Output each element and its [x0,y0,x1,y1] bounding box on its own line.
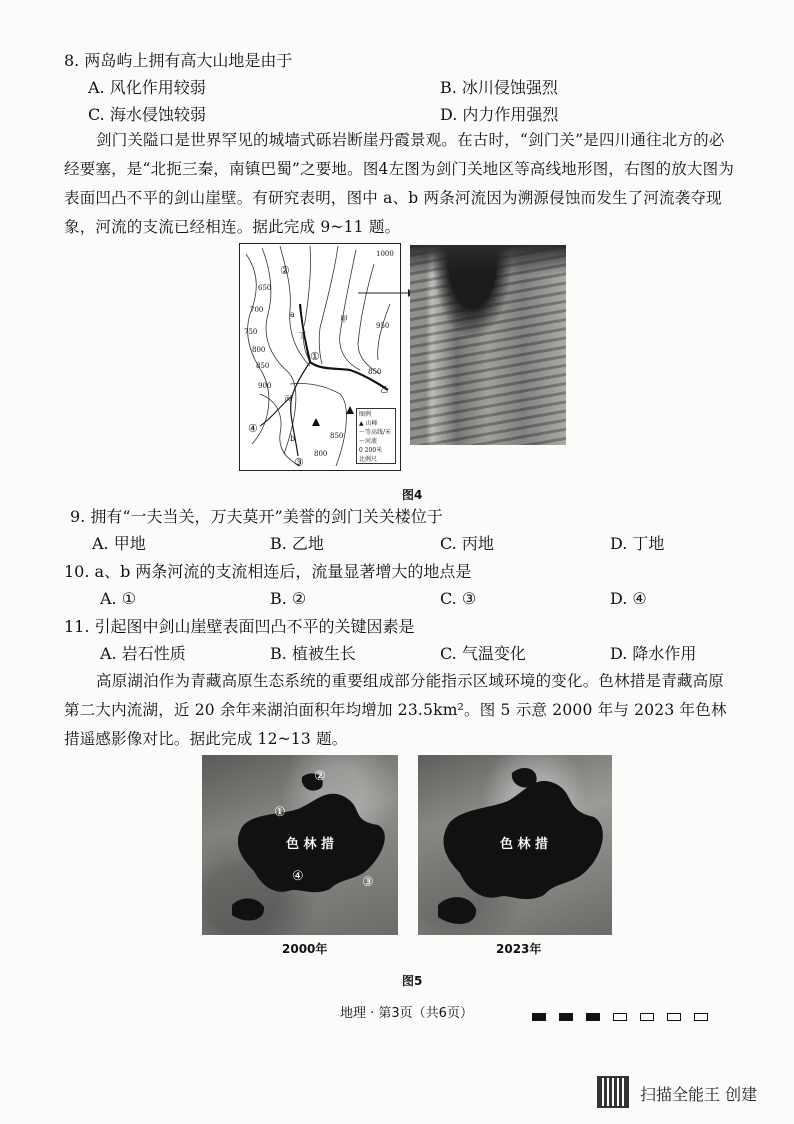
fig5-point-3: ③ [362,875,374,890]
q11-option-b: B. 植被生长 [270,644,356,663]
legend-item-peak: ▲ 山峰 [359,420,378,427]
figure4-cliff-photo [410,245,566,445]
progress-square-empty [667,1013,681,1021]
q11-option-d: D. 降水作用 [610,644,697,663]
figure5-label-2023: 2023年 [496,942,542,956]
point-2: ② [280,264,290,277]
contour-label-750: 750 [244,328,258,336]
q9-option-d: D. 丁地 [610,534,665,553]
zoom-arrow [356,286,416,300]
q8-option-d: D. 内力作用强烈 [440,105,559,124]
contour-label-850-b: 850 [368,368,382,376]
contour-label-700: 700 [250,306,264,314]
river-b-label: b [290,434,296,443]
progress-square-filled [586,1013,600,1021]
page-footer-info: 地理 · 第3页（共6页） [340,1006,473,1021]
cliff-dark-top [410,245,566,275]
q10-option-d: D. ④ [610,589,647,608]
progress-square-empty [694,1013,708,1021]
place-jia: 甲 [340,315,348,324]
question-10-stem: 10. a、b 两条河流的支流相连后，流量显著增大的地点是 [64,562,472,581]
fig5-point-2: ② [314,769,326,784]
figure5-2000-image [202,755,398,935]
intro-paragraph-9-11: 剑门关隘口是世界罕见的城墙式砾岩断崖丹霞景观。在古时，“剑门关”是四川通往北方的必经要塞，是“北扼三秦，南镇巴蜀”之要地。图4左图为剑门关地区等高线地形图，右图的放大图为表面凹凸不平的剑山崖壁。有研究表明，图中 a、b 两条河流因为溯源侵蚀而发生了河流袭夺现象，河流的支流已经相连。据此完成 9~11 题。 [64,131,735,236]
question-9-stem: 9. 拥有“一夫当关，万夫莫开”美誉的剑门关关楼位于 [70,507,443,526]
figure5-2023-image [418,755,612,935]
question-8-stem: 8. 两岛屿上拥有高大山地是由于 [64,51,293,70]
contour-label-900: 900 [258,382,272,390]
contour-label-800: 800 [252,346,266,354]
lake-label-2000: 色 林 措 [286,837,335,852]
q10-option-b: B. ② [270,589,307,608]
progress-square-empty [640,1013,654,1021]
fig5-point-1: ① [274,805,286,820]
q9-option-c: C. 丙地 [440,534,494,553]
place-bing: 丙 [284,395,292,404]
scanner-watermark: 扫描全能王 创建 [640,1085,758,1104]
q8-option-a: A. 风化作用较弱 [88,78,206,97]
contour-label-850: 850 [256,362,270,370]
q9-option-b: B. 乙地 [270,534,324,553]
scanner-qr-code [597,1076,629,1108]
point-3: ③ [294,456,304,469]
figure4-contour-map [239,243,401,471]
q8-option-c: C. 海水侵蚀较弱 [88,105,206,124]
q10-option-a: A. ① [100,589,137,608]
q11-option-a: A. 岩石性质 [100,644,186,663]
progress-square-filled [532,1013,546,1021]
q8-option-b: B. 冰川侵蚀强烈 [440,78,558,97]
contour-label-800-b: 800 [314,450,328,458]
point-4: ④ [248,422,258,435]
contour-label-850-c: 850 [330,432,344,440]
place-ding: 丁 [298,331,306,340]
legend-item-river: 〜河流 [359,438,378,445]
contour-label-1000: 1000 [376,250,394,258]
fig5-point-4: ④ [292,869,304,884]
peak-icon: ▲ [359,420,364,427]
intro-paragraph-12-13: 高原湖泊作为青藏高原生态系统的重要组成部分能指示区域环境的变化。色林措是青藏高原第二大内流湖，近 20 余年来湖泊面积年均增加 23.5km²。图 5 示意 2000 年与 2023 年色林措遥感影像对比。据此完成 12~13 题。 [64,672,727,748]
point-1: ① [310,350,320,363]
q10-option-c: C. ③ [440,589,477,608]
page-progress-indicator [532,1006,721,1025]
lake-label-2023: 色 林 措 [500,837,549,852]
figure5-caption: 图5 [402,974,423,988]
figure4-caption: 图4 [402,488,423,502]
figure5-label-2000: 2000年 [282,942,328,956]
contour-icon: 〜 [359,429,366,436]
legend-item-contour: 〜等高线/米 [359,429,392,436]
place-yi: 乙 [380,385,388,394]
map-legend [356,408,396,464]
q9-option-a: A. 甲地 [92,534,146,553]
river-icon: 〜 [359,438,366,445]
q11-option-c: C. 气温变化 [440,644,526,663]
river-a-label: a [290,310,295,319]
legend-title: 图例 [359,411,372,418]
question-11-stem: 11. 引起图中剑山崖壁表面凹凸不平的关键因素是 [64,617,415,636]
contour-label-950: 950 [376,322,390,330]
legend-item-scale: 比例尺 [359,456,378,463]
progress-square-empty [613,1013,627,1021]
legend-scale: 0 200米 [359,447,383,454]
progress-square-filled [559,1013,573,1021]
contour-label-650: 650 [258,284,272,292]
